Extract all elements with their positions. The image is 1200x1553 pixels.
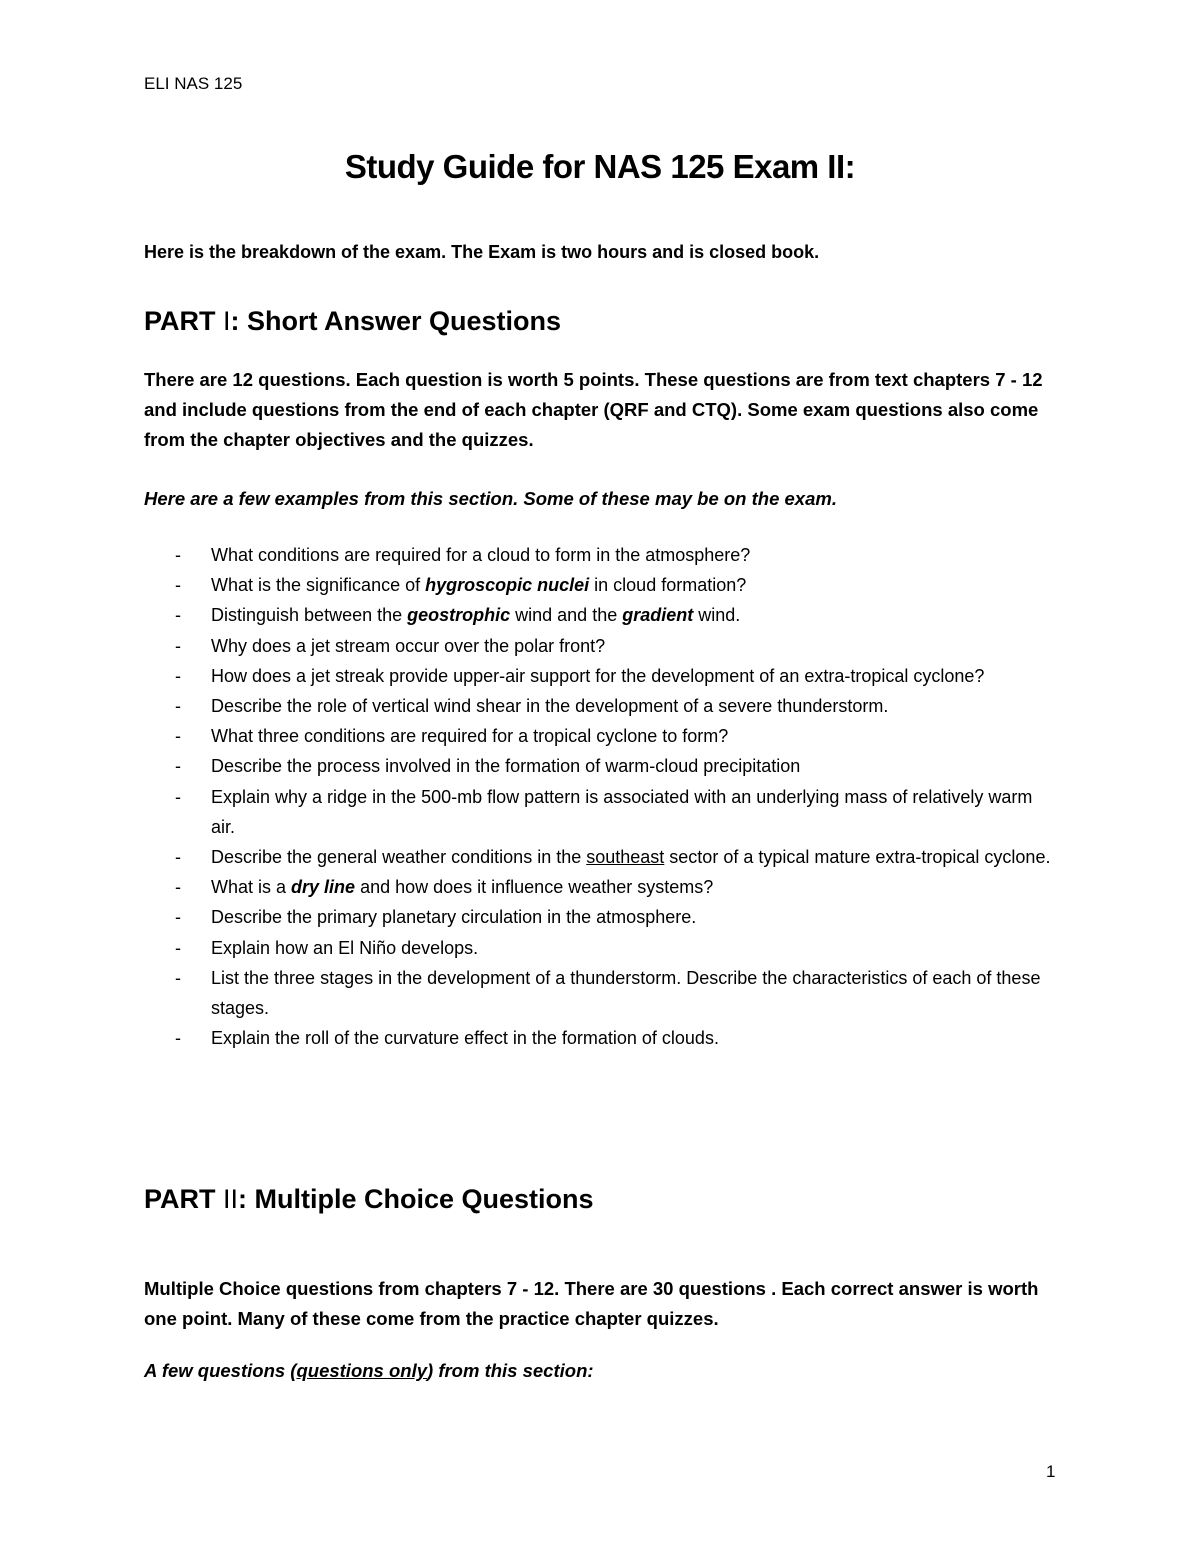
part1-heading-suffix: : Short Answer Questions	[230, 306, 562, 336]
list-item	[0, 782, 1061, 842]
bullet-dash: -	[175, 575, 181, 596]
bullet-dash: -	[175, 1028, 181, 1049]
list-item	[0, 540, 1061, 570]
question-term: gradient	[622, 605, 694, 626]
list-item	[0, 933, 1061, 963]
part2-heading-suffix: : Multiple Choice Questions	[238, 1184, 594, 1214]
bullet-dash: -	[175, 907, 181, 928]
bullet-dash: -	[175, 756, 181, 777]
bullet-dash: -	[175, 605, 181, 626]
page-header: ELI NAS 125	[144, 74, 243, 93]
list-item	[0, 751, 1061, 781]
question-text: What is a	[211, 877, 292, 898]
list-item	[0, 661, 1061, 691]
part1-heading	[144, 306, 561, 337]
question-text: wind and the	[510, 605, 623, 626]
question-text: Why does a jet stream occur over the polar front?	[211, 635, 606, 656]
question-text: Explain how an El Niño develops.	[211, 937, 479, 958]
page-number: 1	[1046, 1462, 1056, 1481]
question-term: hygroscopic nuclei	[425, 575, 590, 596]
question-text: Distinguish between the	[211, 605, 408, 626]
question-underlined-term: southeast	[586, 847, 665, 868]
part2-intro-text: A few questions (	[144, 1360, 297, 1381]
bullet-dash: -	[175, 967, 181, 988]
list-item	[0, 963, 1061, 1023]
list-item	[0, 631, 1061, 661]
question-text: in cloud formation?	[589, 575, 747, 596]
part1-heading-prefix: PART	[144, 306, 223, 336]
part2-heading-roman: II	[223, 1184, 239, 1214]
part2-heading-prefix: PART	[144, 1184, 223, 1214]
question-text: Describe the primary planetary circulation in the atmosphere.	[211, 907, 697, 928]
bullet-dash: -	[175, 726, 181, 747]
list-item	[0, 600, 1061, 630]
part2-intro-text: ) from this section:	[427, 1360, 594, 1381]
question-text: Explain why a ridge in the 500-mb flow pattern is associated with an underlying mass of relatively warm air.	[211, 786, 1033, 837]
bullet-dash: -	[175, 635, 181, 656]
question-term: geostrophic	[407, 605, 511, 626]
question-text: How does a jet streak provide upper-air support for the development of an extra-tropical cyclone?	[211, 665, 985, 686]
question-text: sector of a typical mature extra-tropical cyclone.	[664, 847, 1051, 868]
list-item	[0, 570, 1061, 600]
part1-description: There are 12 questions. Each question is worth 5 points. These questions are from text chapters 7 - 12 and include questions from the end of each chapter (QRF and CTQ). Some exam questions also come from the chapter objectives and the quizzes.	[144, 369, 1043, 450]
question-text: Explain the roll of the curvature effect in the formation of clouds.	[211, 1028, 719, 1049]
short-answer-question-list	[0, 540, 1200, 1053]
bullet-dash: -	[175, 786, 181, 807]
list-item	[0, 721, 1061, 751]
question-text: Describe the process involved in the formation of warm-cloud precipitation	[211, 756, 801, 777]
list-item	[0, 1023, 1061, 1053]
question-text: List the three stages in the development of a thunderstorm. Describe the characteristics of each of these stages.	[211, 967, 1041, 1019]
part2-intro-underlined: questions only	[296, 1360, 428, 1381]
question-text: Describe the role of vertical wind shear in the development of a severe thunderstorm.	[211, 696, 889, 717]
question-text: What is the significance of	[211, 575, 426, 596]
list-item	[0, 902, 1061, 932]
bullet-dash: -	[175, 937, 181, 958]
part2-examples-intro	[144, 1360, 594, 1382]
part1-examples-intro: Here are a few examples from this section. Some of these may be on the exam.	[144, 488, 837, 509]
question-text: Describe the general weather conditions in the	[211, 847, 587, 868]
list-item	[0, 872, 1061, 902]
question-text: What conditions are required for a cloud to form in the atmosphere?	[211, 545, 751, 565]
question-text: wind.	[693, 605, 741, 626]
bullet-dash: -	[175, 665, 181, 686]
bullet-dash: -	[175, 696, 181, 717]
part2-description: Multiple Choice questions from chapters 7 - 12. There are 30 questions . Each correct answer is worth one point. Many of these come from the practice chapter quizzes.	[144, 1278, 1039, 1329]
question-text: What three conditions are required for a tropical cyclone to form?	[211, 726, 729, 747]
list-item	[0, 691, 1061, 721]
question-text: and how does it influence weather systems?	[355, 877, 714, 898]
bullet-dash: -	[175, 847, 181, 868]
bullet-dash: -	[175, 877, 181, 898]
part2-heading	[144, 1184, 594, 1215]
exam-breakdown-intro: Here is the breakdown of the exam. The Exam is two hours and is closed book.	[144, 242, 820, 262]
list-item	[0, 842, 1061, 872]
document-title: Study Guide for NAS 125 Exam II:	[344, 148, 856, 185]
part1-heading-roman: I	[223, 306, 231, 336]
question-term: dry line	[291, 877, 356, 898]
bullet-dash: -	[175, 545, 181, 565]
